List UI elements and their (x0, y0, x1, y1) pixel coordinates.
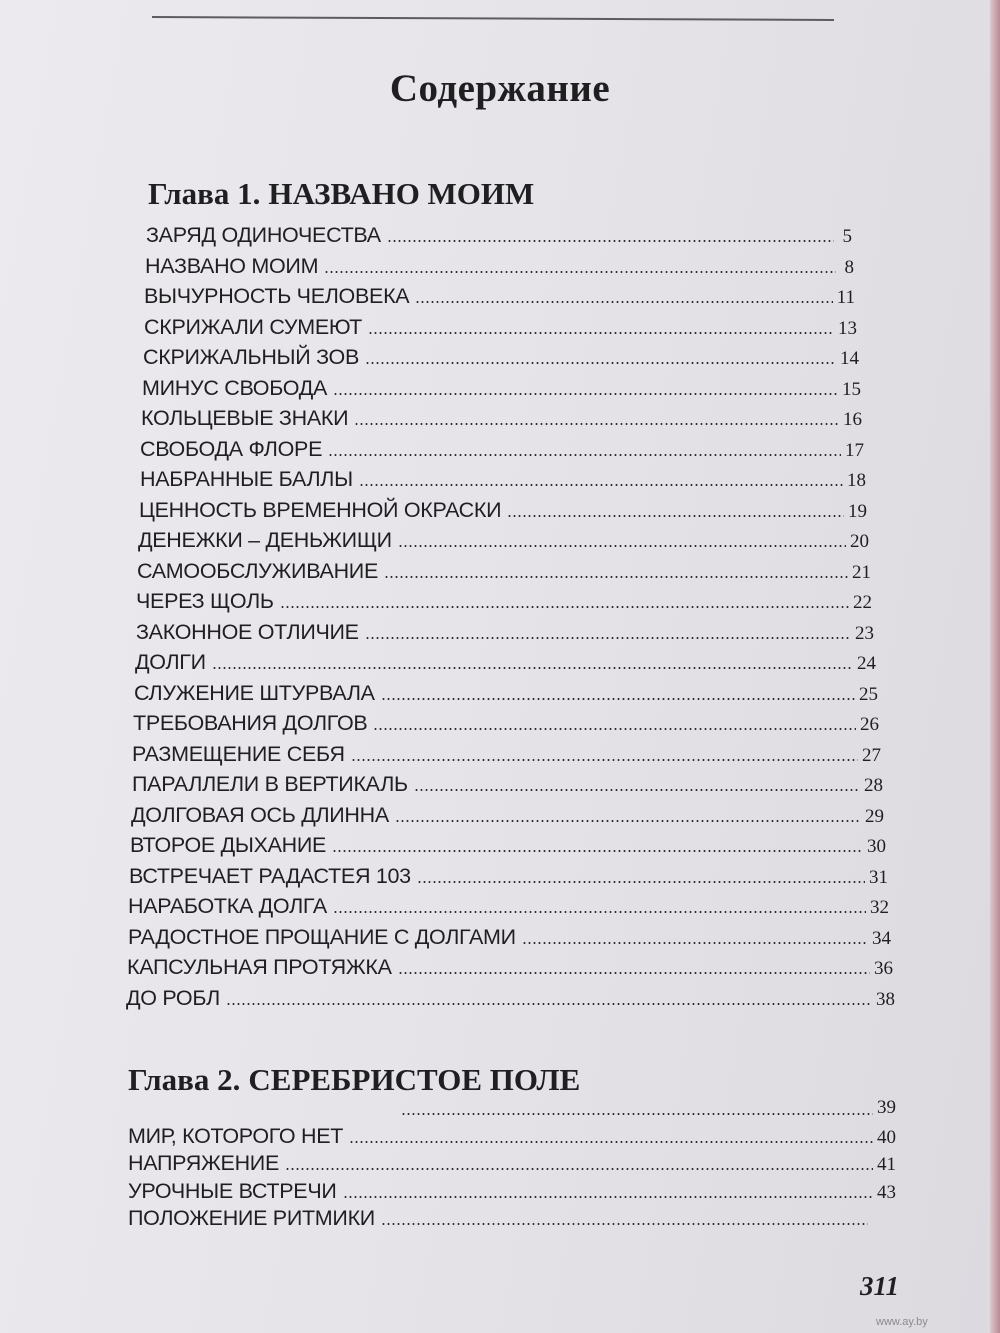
toc-entry (395, 1095, 896, 1121)
toc-entry (143, 344, 859, 370)
dot-leader (333, 393, 838, 395)
toc-entry-title: СКРИЖАЛИ СУМЕЮТ (144, 314, 362, 339)
toc-entry (136, 619, 874, 645)
toc-entry (145, 253, 854, 279)
toc-entry (144, 283, 855, 309)
toc-entry-title: РАЗМЕЩЕНИЕ СЕБЯ (132, 741, 345, 766)
toc-entry-page: 39 (877, 1097, 896, 1118)
toc-entry (144, 314, 857, 340)
toc-entry-title: ВСТРЕЧАЕТ РАДАСТЕЯ 103 (129, 863, 411, 888)
dot-leader (212, 667, 853, 669)
page-edge (990, 0, 1000, 1333)
toc-entry-title: САМООБСЛУЖИВАНИЕ (137, 558, 378, 583)
dot-leader (365, 362, 836, 364)
toc-entry-page: 22 (853, 592, 872, 613)
toc-entry-title: ПОЛОЖЕНИЕ РИТМИКИ (128, 1206, 375, 1230)
toc-entry-title: ЦЕННОСТЬ ВРЕМЕННОЙ ОКРАСКИ (139, 497, 502, 522)
dot-leader (349, 1141, 873, 1143)
toc-entry-title: НАРАБОТКА ДОЛГА (128, 894, 327, 918)
toc-entry-page: 34 (872, 927, 891, 949)
page-title: Содержание (389, 67, 611, 110)
toc-entry-page: 25 (859, 683, 878, 705)
toc-entry-title: ТРЕБОВАНИЯ ДОЛГОВ (133, 711, 368, 735)
toc-entry-page: 43 (877, 1181, 896, 1203)
dot-leader (343, 1196, 873, 1198)
dot-leader (387, 240, 834, 242)
toc-entry (136, 588, 872, 614)
toc-entry-page: 28 (864, 775, 883, 796)
toc-entry-title: ВЫЧУРНОСТЬ ЧЕЛОВЕКА (144, 284, 410, 308)
toc-entry (142, 375, 861, 401)
toc-entry-page: 19 (848, 500, 867, 522)
toc-entry (140, 436, 864, 462)
dot-leader (280, 606, 849, 608)
toc-entry (128, 1150, 896, 1176)
toc-entry-title: ПАРАЛЛЕЛИ В ВЕРТИКАЛЬ (132, 772, 408, 796)
toc-entry (130, 832, 886, 858)
toc-entry-page: 32 (870, 897, 889, 918)
toc-entry-title: РАДОСТНОЕ ПРОЩАНИЕ С ДОЛГАМИ (128, 924, 516, 949)
toc-entry (141, 405, 862, 431)
toc-entry-title: ЗАРЯД ОДИНОЧЕСТВА (146, 223, 381, 247)
toc-entry-title: ЗАКОННОЕ ОТЛИЧИЕ (136, 619, 359, 644)
dot-leader (226, 1003, 872, 1005)
chapter-1-label: Глава 1. (148, 176, 261, 211)
chapter-2-title: СЕРЕБРИСТОЕ ПОЛЕ (248, 1062, 581, 1097)
toc-entry-title: ДОЛГИ (135, 650, 206, 674)
dot-leader (328, 454, 841, 456)
toc-entry (146, 222, 852, 248)
toc-entry-page: 13 (838, 317, 857, 339)
toc-entry (140, 466, 866, 492)
toc-entry-page: 11 (836, 287, 855, 308)
dot-leader (285, 1168, 873, 1170)
toc-entry (132, 741, 881, 767)
toc-entry-title: ДЕНЕЖКИ – ДЕНЬЖИЩИ (138, 528, 392, 552)
dot-leader (415, 301, 832, 303)
chapter-2-label: Глава 2. (128, 1062, 241, 1097)
dot-leader (398, 972, 870, 974)
dot-leader (333, 911, 866, 913)
dot-leader (351, 759, 858, 761)
toc-entry-title: УРОЧНЫЕ ВСТРЕЧИ (128, 1178, 337, 1203)
toc-entry-page: 29 (865, 805, 884, 827)
dot-leader (414, 789, 860, 791)
dot-leader (354, 423, 839, 425)
toc-entry-page: 24 (857, 653, 876, 674)
toc-entry-title: КАПСУЛЬНАЯ ПРОТЯЖКА (127, 955, 392, 979)
toc-entry (132, 771, 883, 797)
toc-entry (126, 985, 895, 1011)
toc-entry-page: 20 (850, 531, 869, 552)
toc-entry (133, 710, 879, 736)
toc-entry-page: 15 (842, 378, 861, 400)
toc-entry-title: НАПРЯЖЕНИЕ (128, 1151, 279, 1175)
toc-entry (128, 1178, 896, 1204)
toc-entry (128, 1123, 896, 1149)
dot-leader (332, 850, 863, 852)
toc-entry (128, 924, 891, 950)
toc-entry-page: 41 (877, 1154, 896, 1175)
dot-leader (373, 728, 856, 730)
toc-entry-page: 18 (847, 470, 866, 491)
dot-leader (359, 484, 843, 486)
toc-entry-title: МИР, КОТОРОГО НЕТ (128, 1123, 344, 1148)
toc-entry-title: КОЛЬЦЕВЫЕ ЗНАКИ (141, 406, 349, 430)
header-rule (152, 16, 834, 21)
toc-entry-title: СЛУЖЕНИЕ ШТУРВАЛА (134, 680, 375, 705)
dot-leader (384, 576, 848, 578)
toc-entry-page: 8 (844, 256, 854, 278)
dot-leader (381, 1223, 868, 1225)
toc-entry-page: 16 (843, 409, 862, 430)
dot-leader (417, 881, 865, 883)
watermark: www.ay.by (876, 1316, 928, 1328)
dot-leader (395, 820, 861, 822)
toc-entry-page: 36 (874, 958, 893, 979)
dot-leader (324, 271, 836, 273)
toc-entry-page: 38 (876, 988, 895, 1010)
dot-leader (401, 1113, 873, 1115)
toc-entry-title: НАБРАННЫЕ БАЛЛЫ (140, 467, 353, 491)
toc-entry (139, 497, 867, 523)
toc-entry-page: 21 (852, 561, 871, 583)
toc-entry-title: СКРИЖАЛЬНЫЙ ЗОВ (143, 345, 360, 369)
toc-entry-page: 31 (869, 866, 888, 888)
chapter-1-title: НАЗВАНО МОИМ (268, 176, 535, 211)
dot-leader (381, 698, 855, 700)
dot-leader (368, 332, 834, 334)
toc-entry (128, 1205, 886, 1231)
toc-entry (135, 649, 876, 675)
toc-entry (134, 680, 878, 706)
toc-entry-title: ЧЕРЕЗ ЩОЛЬ (136, 589, 274, 613)
toc-entry (128, 893, 889, 919)
toc-entry-title: ДОЛГОВАЯ ОСЬ ДЛИННА (131, 802, 389, 827)
toc-entry-title: ДО РОБЛ (126, 985, 220, 1010)
toc-entry-page: 27 (862, 744, 881, 766)
chapter-2-heading (128, 1062, 580, 1098)
toc-entry-page: 26 (860, 714, 879, 735)
toc-entry-title: МИНУС СВОБОДА (142, 375, 328, 400)
dot-leader (365, 637, 851, 639)
toc-entry (129, 863, 888, 889)
toc-entry-page: 14 (840, 348, 859, 369)
toc-entry (131, 802, 884, 828)
dot-leader (507, 515, 844, 517)
toc-entry (138, 527, 869, 553)
toc-entry-page: 40 (877, 1126, 896, 1148)
dot-leader (522, 942, 868, 944)
toc-entry-page: 30 (867, 836, 886, 857)
toc-entry (137, 558, 871, 584)
toc-entry-title: НАЗВАНО МОИМ (145, 253, 319, 278)
toc-entry-page: 5 (842, 226, 852, 247)
toc-entry (127, 954, 893, 980)
toc-entry-title: СВОБОДА ФЛОРЕ (140, 436, 323, 461)
page-number: 311 (860, 1271, 900, 1301)
toc-entry-title: ВТОРОЕ ДЫХАНИЕ (130, 833, 327, 857)
toc-entry-page: 17 (845, 439, 864, 461)
dot-leader (398, 545, 846, 547)
toc-entry-page: 23 (855, 622, 874, 644)
chapter-1-heading (148, 176, 534, 212)
